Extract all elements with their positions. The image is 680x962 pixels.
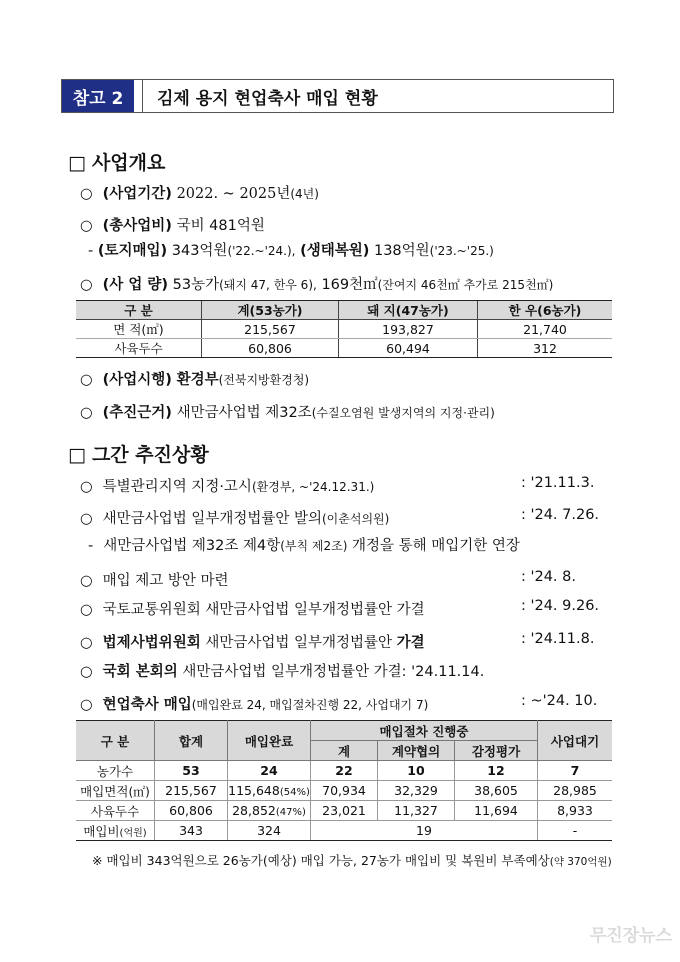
table-cell: 215,567 xyxy=(155,781,228,801)
circle-bullet-icon: ○ xyxy=(80,372,93,388)
table-header-row xyxy=(76,721,612,741)
basis-label: (추진근거) xyxy=(102,405,172,421)
dash-bullet: - xyxy=(88,538,94,554)
volume-farms-detail: (돼지 47, 한우 6), xyxy=(219,278,317,292)
circle-bullet-icon: ○ xyxy=(80,664,93,680)
table-header-cell: 매입완료 xyxy=(228,721,311,761)
checkbox-square-icon: □ xyxy=(68,444,86,466)
cell-value: 28,852 xyxy=(232,803,276,818)
footnote xyxy=(92,851,612,869)
circle-bullet-icon: ○ xyxy=(80,697,93,713)
land-purchase-label: (토지매입) xyxy=(97,243,168,259)
table-row xyxy=(76,339,612,358)
table-cell: 32,329 xyxy=(378,781,455,801)
table-row xyxy=(76,821,612,841)
circle-bullet-icon: ○ xyxy=(80,277,93,293)
circle-bullet-icon: ○ xyxy=(80,218,93,234)
progress-text: 새만금사업법 일부개정법률안 xyxy=(200,635,397,651)
table-cell: 22 xyxy=(311,761,378,781)
row-label: 매입비 xyxy=(83,823,120,839)
period-note: (4년) xyxy=(290,187,319,201)
table-header-cell: 구 분 xyxy=(76,301,202,320)
eco-restoration-label: (생태복원) xyxy=(300,243,370,259)
cost-label: (총사업비) xyxy=(102,218,172,234)
table-cell: 343 xyxy=(155,821,228,841)
progress-text: 새만금사업법 제32조 제4항 xyxy=(103,538,281,554)
table-cell: 7 xyxy=(538,761,613,781)
volume-area: 169천㎡ xyxy=(321,277,378,293)
table-cell: 사육두수 xyxy=(76,339,202,358)
table-cell: 215,567 xyxy=(202,320,339,339)
table-cell: 면 적(㎡) xyxy=(76,320,202,339)
circle-bullet-icon: ○ xyxy=(80,479,93,495)
progress-date: : '24. 9.26. xyxy=(521,598,600,614)
progress-text-continued: 개정을 통해 매입기한 연장 xyxy=(347,538,520,554)
table-cell: 60,806 xyxy=(155,801,228,821)
table-cell: 19 xyxy=(311,821,538,841)
table-cell: 농가수 xyxy=(76,761,155,781)
table-header-cell: 계(53농가) xyxy=(202,301,339,320)
circle-bullet-icon: ○ xyxy=(80,635,93,651)
overview-table xyxy=(76,300,612,358)
checkbox-square-icon: □ xyxy=(68,152,86,174)
executor-line xyxy=(80,368,309,389)
table-cell: 11,327 xyxy=(378,801,455,821)
progress-item xyxy=(80,569,229,590)
volume-label: (사 업 량) xyxy=(102,277,169,293)
table-cell: 24 xyxy=(228,761,311,781)
basis-note: (수질오염원 발생지역의 지정·관리) xyxy=(311,406,495,420)
dash-bullet: - xyxy=(88,243,94,259)
progress-date: : '24. 8. xyxy=(521,569,576,585)
progress-text: 새만금사업법 일부개정법률안 발의 xyxy=(102,511,322,527)
table-cell: 193,827 xyxy=(339,320,478,339)
cost-line xyxy=(80,214,265,235)
table-row xyxy=(76,320,612,339)
table-header-row xyxy=(76,301,612,320)
table-cell xyxy=(228,801,311,821)
table-cell: 38,605 xyxy=(455,781,538,801)
table-cell: 312 xyxy=(478,339,613,358)
table-cell xyxy=(228,781,311,801)
cell-percent: (54%) xyxy=(279,787,310,798)
table-cell: 21,740 xyxy=(478,320,613,339)
cell-value: 115,648 xyxy=(228,783,280,798)
progress-note: (부칙 제2조) xyxy=(280,539,348,553)
footnote-note: (약 370억원) xyxy=(549,856,612,868)
land-purchase-value: 343억원 xyxy=(171,243,228,259)
table-cell: 53 xyxy=(155,761,228,781)
circle-bullet-icon: ○ xyxy=(80,573,93,589)
progress-item xyxy=(80,693,428,714)
table-cell xyxy=(76,821,155,841)
eco-restoration-period: ('23.~'25.) xyxy=(429,244,494,258)
period-label: (사업기간) xyxy=(102,186,172,202)
footnote-text: 매입비 343억원으로 26농가(예상) 매입 가능, 27농가 매입비 및 복원비 부족예상 xyxy=(106,853,550,868)
table-header-cell: 돼 지(47농가) xyxy=(339,301,478,320)
eco-restoration-value: 138억원 xyxy=(373,243,430,259)
progress-bold-text: 국회 본회의 xyxy=(102,664,178,680)
progress-bold-text: 현업축사 매입 xyxy=(102,697,192,713)
section-title: 사업개요 xyxy=(91,152,166,174)
table-cell: 23,021 xyxy=(311,801,378,821)
section-title: 그간 추진상황 xyxy=(91,444,209,466)
land-purchase-period: ('22.~'24.), xyxy=(227,244,296,258)
purchase-status-table xyxy=(76,720,612,841)
table-header-cell: 계 xyxy=(311,741,378,761)
document-title-box xyxy=(61,79,614,113)
reference-badge: 참고 2 xyxy=(62,80,134,112)
progress-item xyxy=(80,660,484,681)
table-cell: 12 xyxy=(455,761,538,781)
period-value: 2022. ~ 2025년 xyxy=(176,186,291,202)
table-header-cell: 구 분 xyxy=(76,721,155,761)
cell-percent: (47%) xyxy=(275,807,306,818)
table-header-cell: 계약협의 xyxy=(378,741,455,761)
table-row xyxy=(76,781,612,801)
reference-mark: ※ xyxy=(92,853,103,868)
circle-bullet-icon: ○ xyxy=(80,511,93,527)
table-row xyxy=(76,761,612,781)
circle-bullet-icon: ○ xyxy=(80,405,93,421)
table-cell: 8,933 xyxy=(538,801,613,821)
progress-text: 특별관리지역 지정·고시 xyxy=(102,479,252,495)
table-row xyxy=(76,801,612,821)
progress-text: 새만금사업법 일부개정법률안 가결: '24.11.14. xyxy=(177,664,485,680)
progress-date: : '24. 7.26. xyxy=(521,507,600,523)
progress-date: : '21.11.3. xyxy=(521,475,595,491)
volume-farms: 53농가 xyxy=(172,277,220,293)
progress-bold-text: 가결 xyxy=(396,635,425,651)
table-cell: 324 xyxy=(228,821,311,841)
table-cell: 28,985 xyxy=(538,781,613,801)
progress-text: 국토교통위원회 새만금사업법 일부개정법률안 가결 xyxy=(102,602,425,618)
table-cell: 60,806 xyxy=(202,339,339,358)
basis-line xyxy=(80,401,495,422)
cost-value: 국비 481억원 xyxy=(176,218,265,234)
table-cell: 10 xyxy=(378,761,455,781)
table-cell xyxy=(76,781,155,801)
section-heading-overview xyxy=(68,148,165,175)
progress-date: : ~'24. 10. xyxy=(521,693,598,709)
table-header-cell: 매입절차 진행중 xyxy=(311,721,538,741)
progress-note: (환경부, ~'24.12.31.) xyxy=(251,480,375,494)
document-title: 김제 용지 현업축사 매입 현황 xyxy=(157,88,378,109)
table-header-cell: 합계 xyxy=(155,721,228,761)
progress-text: 매입 제고 방안 마련 xyxy=(102,573,229,589)
executor-value: 환경부 xyxy=(176,372,219,388)
progress-item xyxy=(80,598,425,619)
circle-bullet-icon: ○ xyxy=(80,186,93,202)
row-unit: (억원) xyxy=(119,827,147,839)
table-cell: 70,934 xyxy=(311,781,378,801)
table-cell: - xyxy=(538,821,613,841)
row-label: 매입면적 xyxy=(80,783,129,799)
table-cell: 60,494 xyxy=(339,339,478,358)
progress-item xyxy=(80,631,425,652)
table-header-cell: 감정평가 xyxy=(455,741,538,761)
table-header-cell: 한 우(6농가) xyxy=(478,301,613,320)
executor-label: (사업시행) xyxy=(102,372,172,388)
table-cell: 11,694 xyxy=(455,801,538,821)
table-header-cell: 사업대기 xyxy=(538,721,613,761)
period-line xyxy=(80,182,319,203)
volume-area-detail: (잔여지 46천㎡ 추가로 215천㎡) xyxy=(377,278,554,292)
title-divider xyxy=(134,80,143,112)
progress-note: (이춘석의원) xyxy=(321,512,390,526)
executor-note: (전북지방환경청) xyxy=(218,373,310,387)
progress-item xyxy=(80,507,389,528)
progress-bold-text: 법제사법위원회 xyxy=(102,635,201,651)
progress-subitem xyxy=(88,534,520,555)
basis-value: 새만금사업법 제32조 xyxy=(176,405,312,421)
cost-detail-line xyxy=(88,239,494,260)
circle-bullet-icon: ○ xyxy=(80,602,93,618)
progress-item xyxy=(80,475,374,496)
volume-line xyxy=(80,273,553,294)
table-cell: 사육두수 xyxy=(76,801,155,821)
row-unit: (㎡) xyxy=(128,784,150,799)
news-watermark: 무진장뉴스 xyxy=(589,926,672,946)
progress-note: (매입완료 24, 매입절차진행 22, 사업대기 7) xyxy=(191,698,429,712)
section-heading-progress xyxy=(68,440,209,467)
progress-date: : '24.11.8. xyxy=(521,631,595,647)
